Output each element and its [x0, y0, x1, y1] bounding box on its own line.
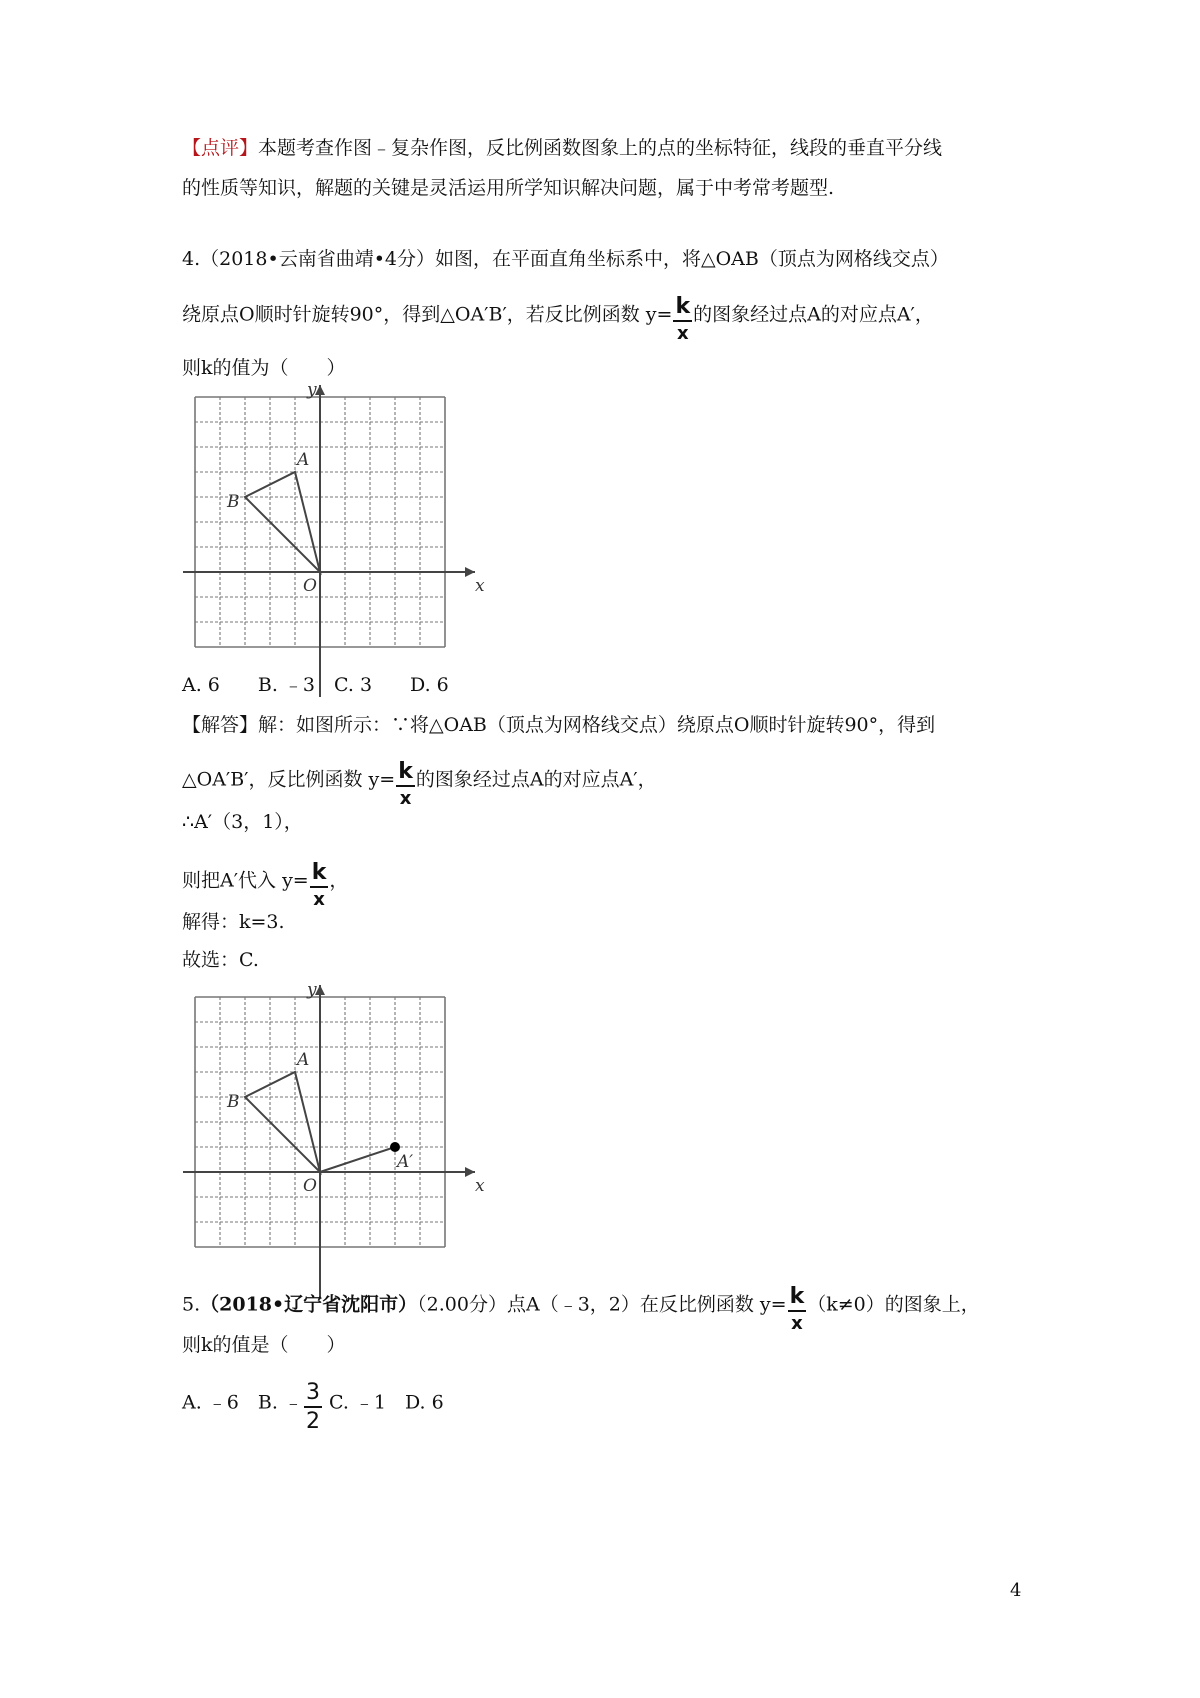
answer-line-2: △OA′B′，反比例函数 y= $\frac{k}{x}$ 的图象经过点A的对应点A′，	[182, 759, 657, 809]
q4-line-3: 则k的值为（ ）	[182, 357, 346, 379]
point-label-a: A	[297, 450, 310, 470]
answer-line-6: 故选：C.	[182, 949, 259, 971]
q4-line-2: 绕原点O顺时针旋转90°，得到△OA′B′，若反比例函数 y= $\frac{k}{x}$ 的图象经过点A的对应点A′，	[182, 294, 934, 344]
answer-line-1: 【解答】解：如图所示：∵将△OAB（顶点为网格线交点）绕原点O顺时针旋转90°，得到	[182, 714, 936, 736]
answer-line-5: 解得：k=3.	[182, 911, 285, 933]
segment-oa-prime	[320, 1147, 395, 1172]
fraction-k-over-x: $\frac{k}{x}$	[789, 1284, 805, 1334]
comment-line-2: 的性质等知识，解题的关键是灵活运用所学知识解决问题，属于中考常考题型.	[182, 177, 835, 199]
comment-tag: 【点评】	[182, 137, 259, 159]
axis-label-y: y	[307, 980, 317, 1000]
q5-line-2: 则k的值是（ ）	[182, 1334, 346, 1356]
q5-line-1: 5.（2018•辽宁省沈阳市）（2.00分）点A（﹣3，2）在反比例函数 y= $\frac{k}{x}$ （k≠0）的图象上，	[182, 1284, 980, 1334]
fraction-k-over-x: $\frac{k}{x}$	[675, 294, 691, 344]
fraction-k-over-x: $\frac{k}{x}$	[311, 860, 327, 910]
point-a-prime	[390, 1142, 400, 1152]
origin-label: O	[303, 576, 317, 596]
fraction-3-over-2: $\frac{3}{2}$	[305, 1380, 320, 1434]
comment-line-1: 【点评】本题考查作图﹣复杂作图，反比例函数图象上的点的坐标特征，线段的垂直平分线	[182, 137, 943, 159]
origin-label: O	[303, 1176, 317, 1196]
axis-label-x: x	[475, 1176, 485, 1196]
answer-line-4: 则把A′代入 y= $\frac{k}{x}$ ，	[182, 860, 349, 910]
q4-line-1: 4.（2018•云南省曲靖•4分）如图，在平面直角坐标系中，将△OAB（顶点为网格线交点）	[182, 248, 949, 270]
point-label-a: A	[297, 1050, 310, 1070]
point-label-b: B	[227, 492, 240, 512]
coordinate-grid-figure-2	[175, 975, 485, 1305]
point-label-b: B	[227, 1092, 240, 1112]
q5-options: A. ﹣6 B. ﹣ $\frac{3}{2}$ C. ﹣1 D. 6	[182, 1380, 444, 1434]
q4-options: A. 6 B. ﹣3 C. 3 D. 6	[182, 674, 449, 696]
point-label-a-prime: A′	[397, 1152, 414, 1172]
page-number: 4	[1010, 1580, 1022, 1601]
q5-source: （2018•辽宁省沈阳市）	[200, 1293, 418, 1316]
fraction-k-over-x: $\frac{k}{x}$	[398, 759, 413, 809]
x-axis-arrow	[465, 567, 475, 577]
answer-line-3: ∴A′（3，1），	[182, 811, 303, 833]
answer-tag: 【解答】	[182, 714, 259, 736]
x-axis-arrow	[465, 1167, 475, 1177]
axis-label-y: y	[307, 380, 317, 400]
coordinate-grid-figure-1	[175, 375, 485, 705]
axis-label-x: x	[475, 576, 485, 596]
